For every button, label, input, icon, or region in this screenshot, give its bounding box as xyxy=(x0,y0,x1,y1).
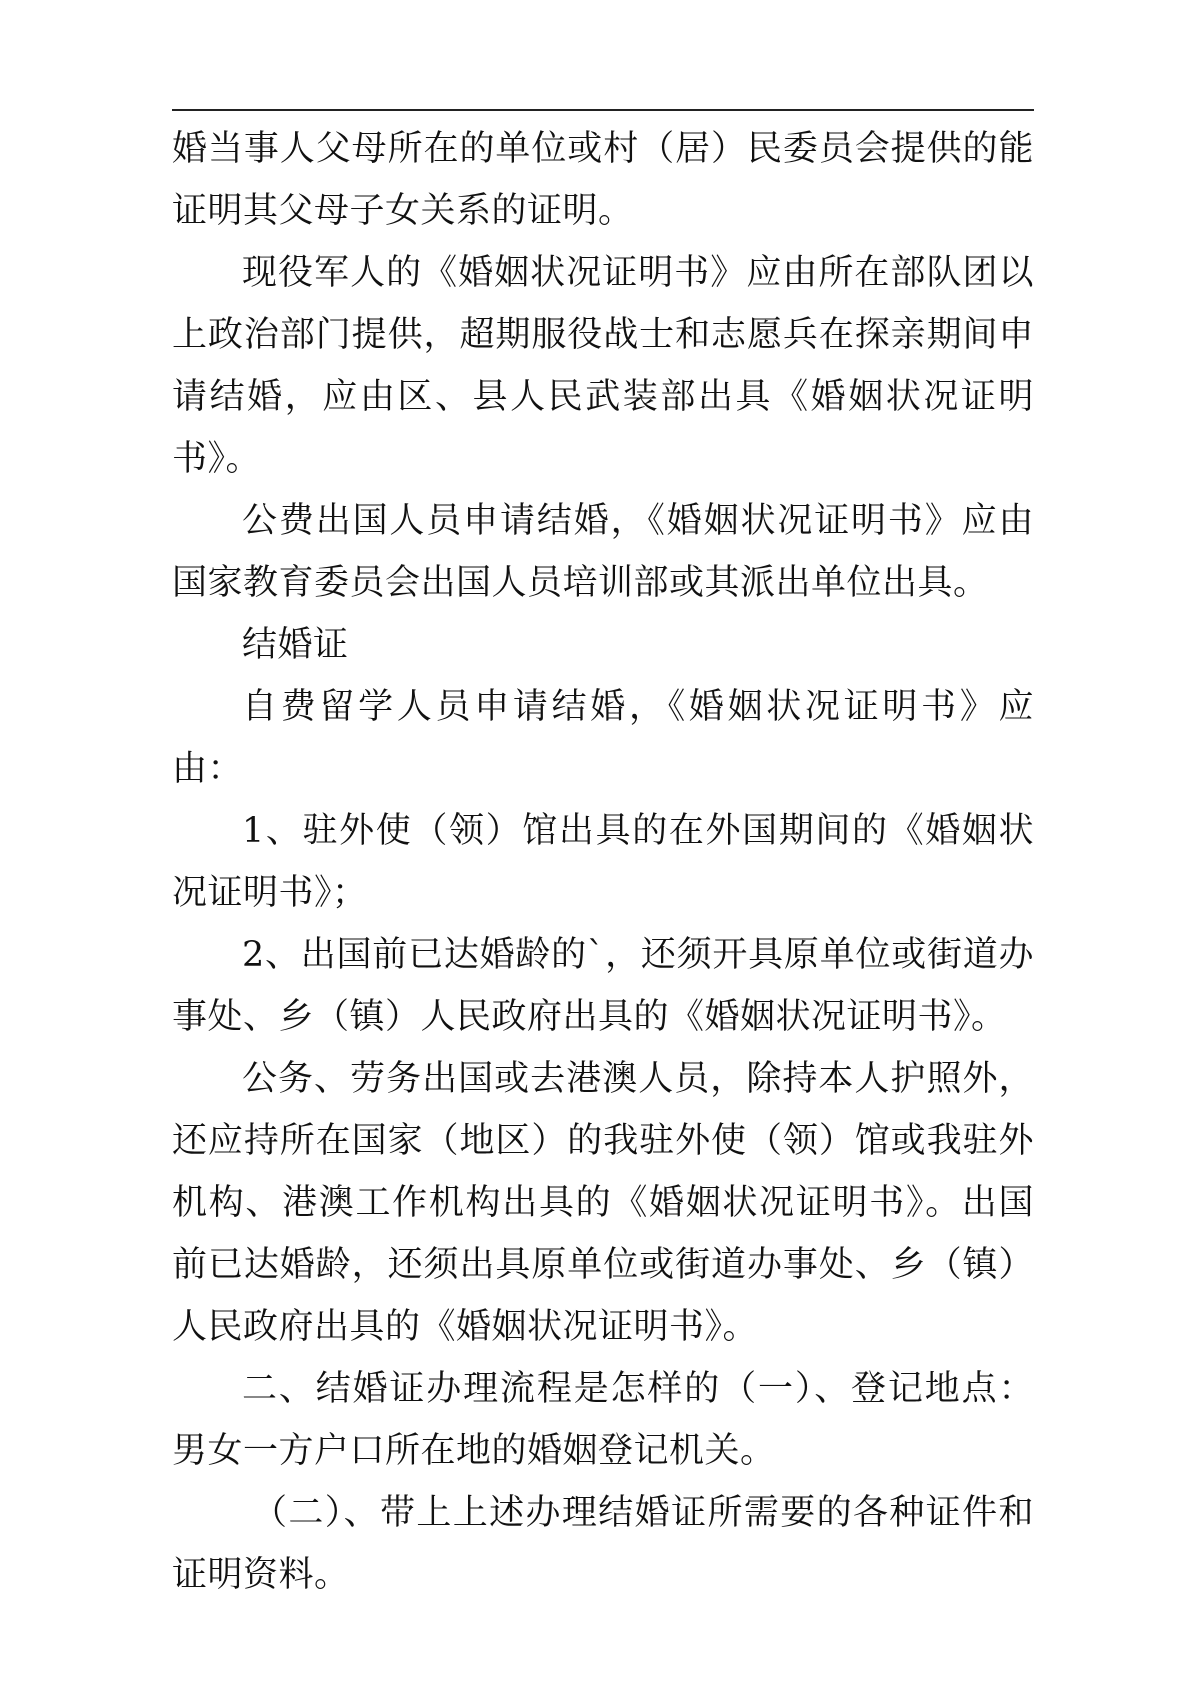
paragraph-official-labor: 公务、劳务出国或去港澳人员，除持本人护照外，还应持所在国家（地区）的我驻外使（领）馆或我驻外机构、港澳工作机构出具的《婚姻状况证明书》。出国前已达婚龄，还须出具原单位或街道办事处、乡（镇）人民政府出具的《婚姻状况证明书》。 xyxy=(172,1059,1034,1347)
body-text xyxy=(172,118,1034,1606)
paragraph-continuation: 婚当事人父母所在的单位或村（居）民委员会提供的能证明其父母子女关系的证明。 xyxy=(172,129,1034,231)
list-item-1: 1、驻外使（领）馆出具的在外国期间的《婚姻状况证明书》； xyxy=(172,811,1034,913)
paragraph-military: 现役军人的《婚姻状况证明书》应由所在部队团以上政治部门提供，超期服役战士和志愿兵在探亲期间申请结婚，应由区、县人民武装部出具《婚姻状况证明书》。 xyxy=(172,253,1034,479)
paragraph-documents: （二）、带上上述办理结婚证所需要的各种证件和证明资料。 xyxy=(172,1493,1034,1595)
list-item-2: 2、出国前已达婚龄的`，还须开具原单位或街道办事处、乡（镇）人民政府出具的《婚姻状况证明书》。 xyxy=(172,935,1034,1037)
paragraph-heading-marriage-certificate: 结婚证 xyxy=(242,625,349,665)
header-rule xyxy=(172,109,1034,111)
paragraph-process: 二、结婚证办理流程是怎样的（一）、登记地点：男女一方户口所在地的婚姻登记机关。 xyxy=(172,1369,1034,1471)
paragraph-self-funded: 自费留学人员申请结婚，《婚姻状况证明书》应由： xyxy=(172,687,1034,789)
paragraph-public-funded: 公费出国人员申请结婚，《婚姻状况证明书》应由国家教育委员会出国人员培训部或其派出单位出具。 xyxy=(172,501,1034,603)
